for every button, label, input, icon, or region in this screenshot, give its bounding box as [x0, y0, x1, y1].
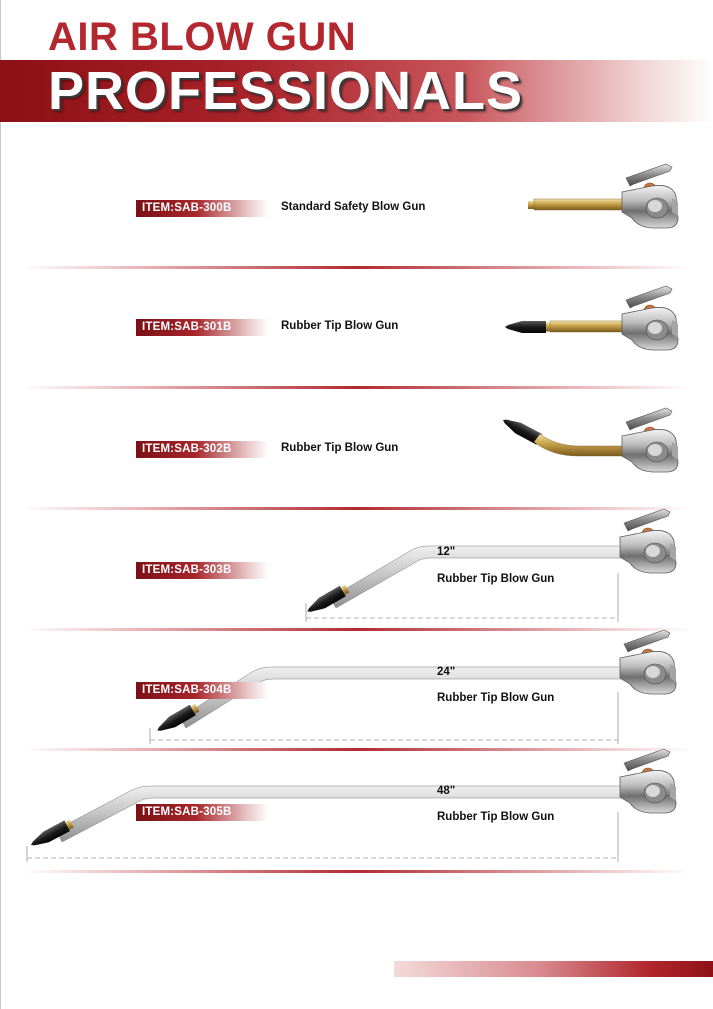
footer-accent-bar	[394, 961, 713, 977]
item-code-sab-303b: ITEM:SAB-303B	[136, 562, 268, 579]
gun-sab-305b	[27, 749, 676, 862]
product-description: Rubber Tip Blow Gun	[281, 442, 399, 454]
gun-sab-301b	[505, 286, 678, 350]
product-description: Standard Safety Blow Gun	[281, 201, 426, 213]
gun-sab-300b	[528, 164, 678, 228]
page-subtitle: PROFESSIONALS	[48, 61, 524, 121]
product-description: Rubber Tip Blow Gun	[281, 320, 399, 332]
row-divider	[22, 507, 692, 510]
row-divider	[22, 748, 692, 751]
item-code-sab-304b: ITEM:SAB-304B	[136, 682, 268, 699]
length-label: 24"	[437, 666, 456, 678]
row-divider	[22, 870, 692, 873]
gun-sab-303b	[304, 509, 676, 622]
item-code-sab-302b: ITEM:SAB-302B	[136, 441, 268, 458]
row-divider	[22, 628, 692, 631]
row-divider	[22, 266, 692, 269]
item-code-sab-301b: ITEM:SAB-301B	[136, 319, 268, 336]
product-description: Rubber Tip Blow Gun	[437, 692, 555, 704]
page-title: AIR BLOW GUN	[48, 15, 357, 59]
row-divider	[22, 386, 692, 389]
gun-sab-302b	[500, 408, 678, 472]
product-description: Rubber Tip Blow Gun	[437, 573, 555, 585]
item-code-sab-305b: ITEM:SAB-305B	[136, 804, 268, 821]
item-code-sab-300b: ITEM:SAB-300B	[136, 200, 268, 217]
product-description: Rubber Tip Blow Gun	[437, 811, 555, 823]
length-label: 12"	[437, 546, 456, 558]
length-label: 48"	[437, 785, 456, 797]
